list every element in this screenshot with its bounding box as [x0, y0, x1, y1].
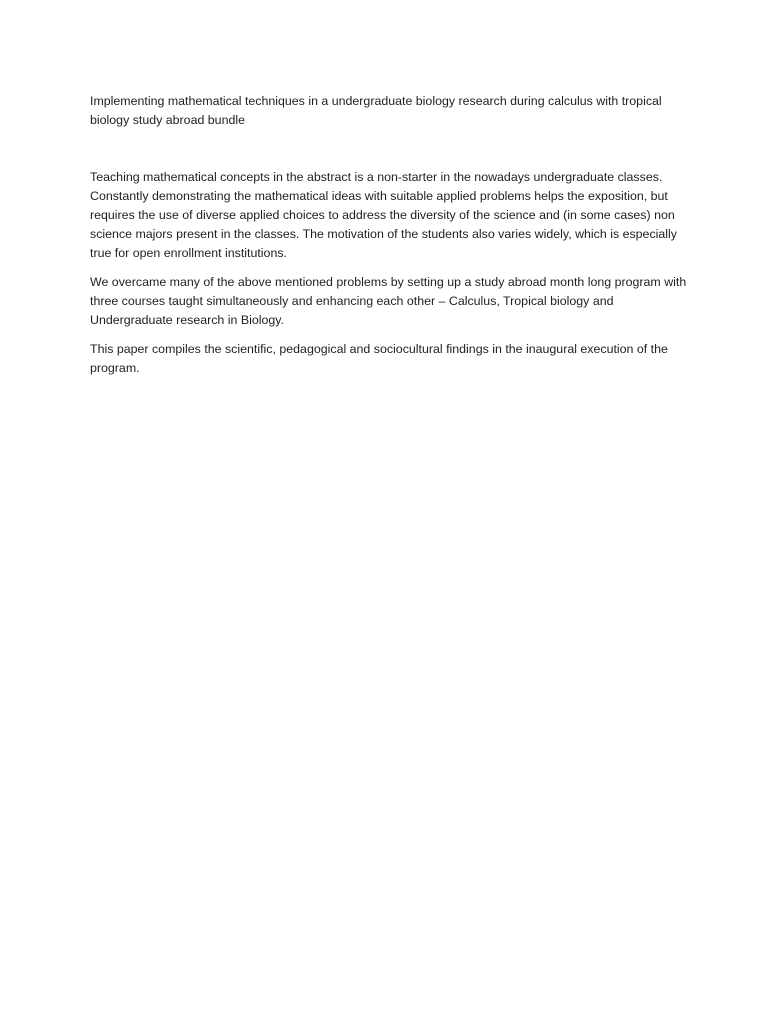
paragraph-3: This paper compiles the scientific, pedagogical and sociocultural findings in the inaugural execution of the program.	[90, 342, 668, 375]
document-title: Implementing mathematical techniques in a undergraduate biology research during calculus with tropical biology study abroad bundle	[90, 94, 662, 127]
document-body	[90, 92, 690, 388]
paragraph-2: We overcame many of the above mentioned problems by setting up a study abroad month long program with three courses taught simultaneously and enhancing each other – Calculus, Tropical biology and Undergraduate research in Biology.	[90, 275, 687, 327]
paragraph-1: Teaching mathematical concepts in the abstract is a non-starter in the nowadays undergraduate classes. Constantly demonstrating the mathematical ideas with suitable applied problems helps the exposition, but requires the use of diverse applied choices to address the diversity of the science and (in some cases) non science majors present in the classes. The motivation of the students also varies widely, which is especially true for open enrollment institutions.	[90, 170, 677, 260]
